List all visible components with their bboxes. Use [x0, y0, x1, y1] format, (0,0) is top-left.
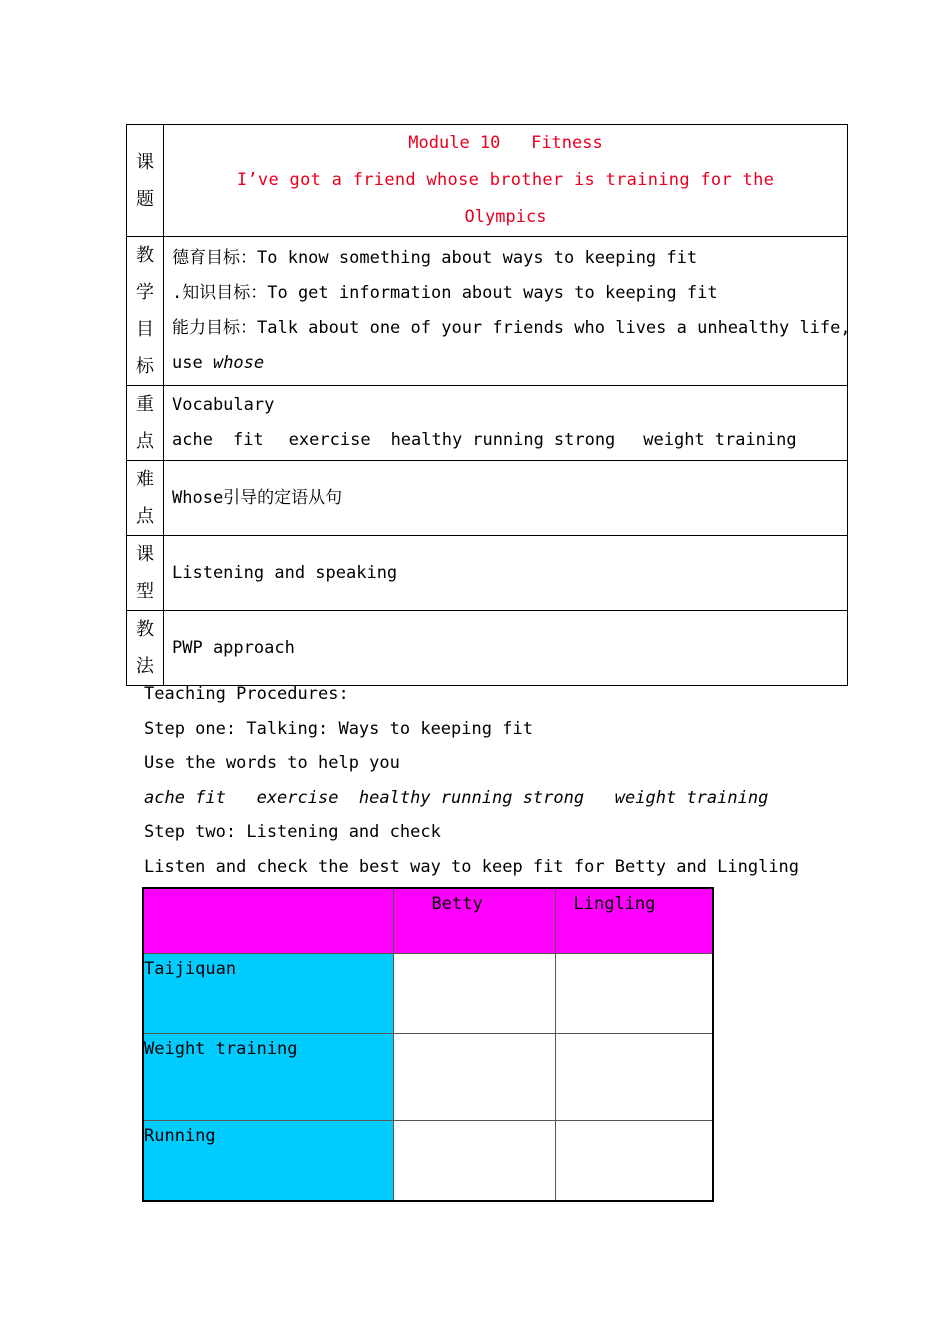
vocab-word: fit: [232, 430, 264, 450]
vocab-word: running: [472, 430, 544, 450]
difficulties-label: 难 点: [127, 461, 164, 536]
check-cell[interactable]: [555, 954, 713, 1034]
whose-keyword: whose: [212, 353, 265, 373]
vocabulary-italic: ache fit exercise healthy running strong weight training: [144, 787, 769, 808]
vocabulary-words: [172, 423, 839, 458]
teaching-procedures: [144, 677, 799, 885]
table-row: [143, 1034, 713, 1121]
table-row: [143, 954, 713, 1034]
lesson-plan-table: [126, 124, 851, 686]
helper-text: Use the words to help you: [144, 753, 400, 774]
procedures-heading: Teaching Procedures:: [144, 684, 349, 704]
vocab-word: training: [714, 430, 797, 450]
row-label-weight-training: Weight training: [143, 1034, 393, 1121]
lesson-title: [164, 125, 848, 237]
vocab-word: ache: [172, 430, 213, 450]
row-label-taijiquan: Taijiquan: [143, 954, 393, 1034]
check-cell[interactable]: [393, 1034, 555, 1121]
check-cell[interactable]: [555, 1121, 713, 1201]
row-label-running: Running: [143, 1121, 393, 1201]
check-cell[interactable]: [393, 954, 555, 1034]
check-cell[interactable]: [555, 1034, 713, 1121]
lesson-type-content: Listening and speaking: [164, 536, 848, 611]
key-points-label: 重 点: [127, 386, 164, 461]
method-label: 教 法: [127, 611, 164, 686]
objectives-label: 教 学 目 标: [127, 237, 164, 386]
ability-objective-cont: use whose: [172, 353, 265, 373]
knowledge-objective: .知识目标：To get information about ways to keeping fit: [172, 283, 718, 303]
method-content: PWP approach: [164, 611, 848, 686]
title-label: 课 题: [127, 125, 164, 237]
vocabulary-heading: Vocabulary: [172, 395, 275, 415]
listen-instruction: Listen and check the best way to keep fit for Betty and Lingling: [144, 856, 800, 877]
vocab-word: strong: [553, 430, 616, 450]
ability-objective: 能力目标：Talk about one of your friends who lives a unhealthy life,: [172, 318, 851, 338]
header-betty: Betty: [393, 888, 555, 954]
moral-objective: 德育目标：To know something about ways to keeping fit: [172, 248, 698, 268]
lesson-subtitle-line1: I’ve got a friend whose brother is training for the: [236, 170, 775, 190]
key-points-content: [164, 386, 848, 461]
table-header-row: [143, 888, 713, 954]
step-two: Step two: Listening and check: [144, 822, 441, 843]
listening-check-table: [142, 887, 714, 1202]
check-cell[interactable]: [393, 1121, 555, 1201]
lesson-subtitle-line2: Olympics: [464, 207, 547, 227]
objectives-content: [164, 237, 851, 386]
header-empty-cell: [143, 888, 393, 954]
vocab-word: exercise: [288, 430, 371, 450]
lesson-type-label: 课 型: [127, 536, 164, 611]
header-lingling: Lingling: [555, 888, 713, 954]
table-row: [143, 1121, 713, 1201]
difficulties-content: Whose引导的定语从句: [164, 461, 848, 536]
module-title: Module 10 Fitness: [408, 133, 603, 153]
step-one: Step one: Talking: Ways to keeping fit: [144, 718, 533, 739]
vocab-word: healthy: [390, 430, 463, 450]
vocab-word: weight: [643, 430, 705, 450]
